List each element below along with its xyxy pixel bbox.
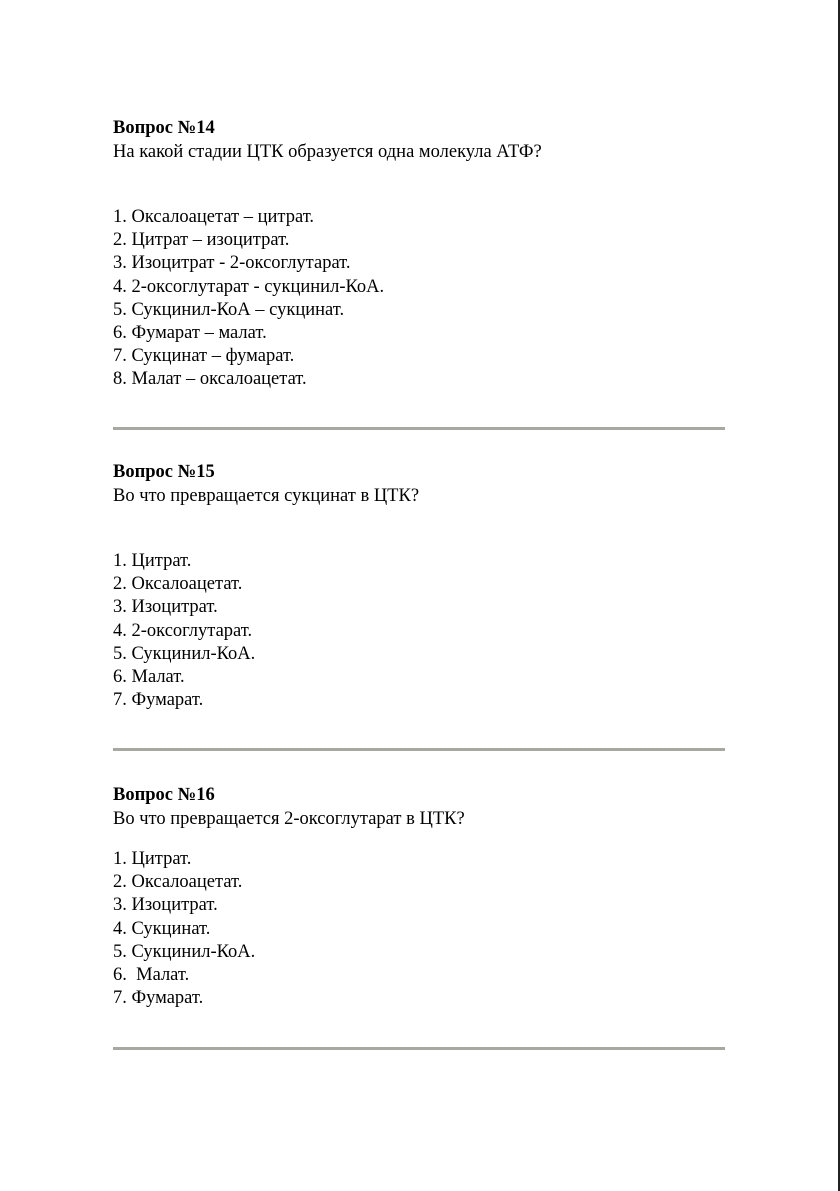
answer-option: 2. Оксалоацетат.: [113, 872, 243, 893]
answer-option: 5. Сукцинил-КоА – сукцинат.: [113, 299, 345, 320]
answer-option: 7. Сукцинат – фумарат.: [113, 346, 295, 367]
answer-option: 7. Фумарат.: [113, 690, 204, 711]
answer-option: 4. Сукцинат.: [113, 918, 211, 939]
answer-option: 6. Малат.: [113, 964, 190, 985]
answer-option: 4. 2-оксоглутарат - сукцинил-КоА.: [113, 276, 385, 297]
answer-option: 1. Цитрат.: [113, 551, 192, 571]
answer-option: 3. Изоцитрат.: [113, 895, 218, 916]
answer-option: 1. Цитрат.: [113, 849, 192, 869]
answer-option: 5. Сукцинил-КоА.: [113, 643, 256, 664]
question-16: [113, 783, 725, 1009]
answer-list: [113, 848, 255, 1010]
question-title: Вопрос №15: [113, 462, 215, 482]
section-divider: [113, 748, 725, 751]
answer-option: 6. Фумарат – малат.: [113, 322, 267, 343]
section-divider: [113, 427, 725, 430]
question-15: [113, 460, 725, 711]
answer-option: 4. 2-оксоглутарат.: [113, 620, 253, 641]
question-14: [113, 116, 725, 390]
answer-option: 3. Изоцитрат.: [113, 597, 218, 618]
answer-option: 8. Малат – оксалоацетат.: [113, 369, 307, 390]
answer-option: 7. Фумарат.: [113, 988, 204, 1009]
section-divider: [113, 1047, 725, 1050]
answer-option: 2. Цитрат – изоцитрат.: [113, 230, 290, 251]
answer-list: [113, 550, 255, 712]
question-text: Во что превращается 2-оксоглутарат в ЦТК?: [113, 809, 465, 829]
question-text: Во что превращается сукцинат в ЦТК?: [113, 486, 420, 506]
answer-option: 6. Малат.: [113, 666, 185, 687]
answer-list: [113, 206, 384, 392]
answer-option: 5. Сукцинил-КоА.: [113, 941, 256, 962]
answer-option: 3. Изоцитрат - 2-оксоглутарат.: [113, 253, 351, 274]
question-text: На какой стадии ЦТК образуется одна молекула АТФ?: [113, 142, 542, 162]
question-title: Вопрос №14: [113, 118, 215, 138]
answer-option: 2. Оксалоацетат.: [113, 574, 243, 595]
question-title: Вопрос №16: [113, 785, 215, 805]
answer-option: 1. Оксалоацетат – цитрат.: [113, 207, 315, 227]
